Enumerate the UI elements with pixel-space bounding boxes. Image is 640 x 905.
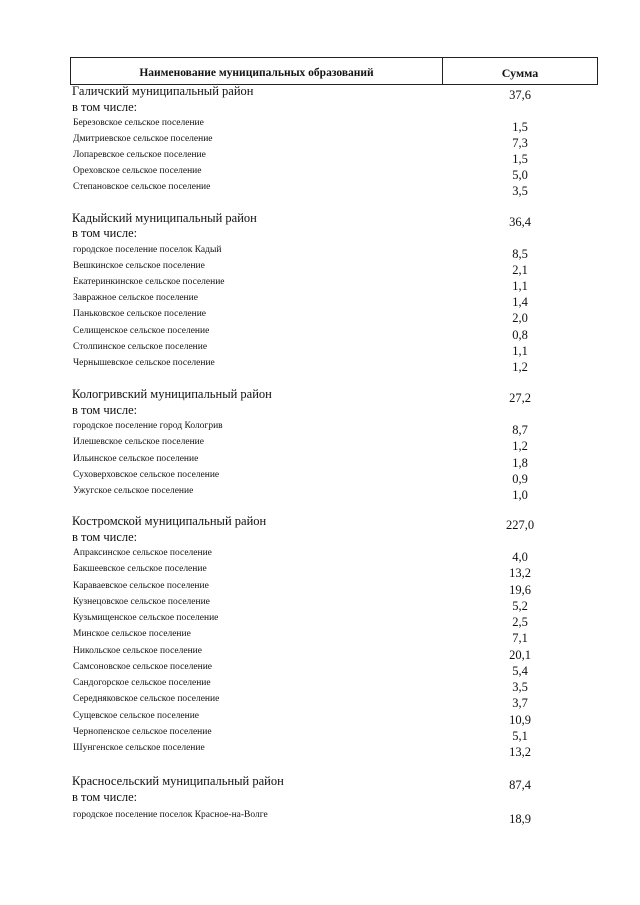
settlement-row bbox=[0, 810, 640, 826]
settlement-sum: 20,1 bbox=[509, 648, 531, 662]
settlement-name: Минское сельское поселение bbox=[73, 629, 191, 639]
settlement-sum: 13,2 bbox=[509, 566, 531, 580]
settlement-sum: 3,7 bbox=[512, 696, 528, 710]
settlement-sum: 3,5 bbox=[512, 680, 528, 694]
district-sum: 37,6 bbox=[509, 88, 531, 102]
district-row bbox=[0, 211, 640, 227]
including-label: в том числе: bbox=[72, 530, 138, 544]
including-row bbox=[0, 403, 640, 419]
settlement-row bbox=[0, 118, 640, 134]
settlement-name: Паньковское сельское поселение bbox=[73, 309, 207, 319]
settlement-name: Вешкинское сельское поселение bbox=[73, 261, 205, 271]
settlement-name: Чернышевское сельское поселение bbox=[73, 358, 215, 368]
including-label: в том числе: bbox=[72, 403, 138, 417]
settlement-name: Селищенское сельское поселение bbox=[73, 326, 210, 336]
district-sum: 227,0 bbox=[505, 518, 535, 532]
settlement-name: Шунгенское сельское поселение bbox=[73, 743, 205, 753]
settlement-sum: 13,2 bbox=[509, 745, 531, 759]
including-row bbox=[0, 790, 640, 806]
settlement-name: Кузьмищенское сельское поселение bbox=[73, 613, 219, 623]
settlement-row bbox=[0, 166, 640, 182]
settlement-name: Бакшеевское сельское поселение bbox=[73, 564, 207, 574]
settlement-name: Самсоновское сельское поселение bbox=[73, 662, 212, 672]
settlement-row bbox=[0, 277, 640, 293]
settlement-sum: 7,3 bbox=[512, 136, 528, 150]
settlement-sum: 1,2 bbox=[512, 439, 528, 453]
settlement-row bbox=[0, 293, 640, 309]
settlement-sum: 1,0 bbox=[512, 488, 528, 502]
settlement-sum: 2,5 bbox=[512, 615, 528, 629]
settlement-row bbox=[0, 694, 640, 710]
settlement-row bbox=[0, 711, 640, 727]
settlement-row bbox=[0, 421, 640, 437]
settlement-name: Березовское сельское поселение bbox=[73, 118, 204, 128]
settlement-sum: 2,0 bbox=[512, 311, 528, 325]
settlement-sum: 8,7 bbox=[512, 423, 528, 437]
settlement-row bbox=[0, 134, 640, 150]
settlement-row bbox=[0, 662, 640, 678]
settlement-row bbox=[0, 182, 640, 198]
settlement-sum: 1,5 bbox=[512, 120, 528, 134]
settlement-sum: 1,4 bbox=[512, 295, 528, 309]
settlement-row bbox=[0, 261, 640, 277]
settlement-sum: 1,8 bbox=[512, 456, 528, 470]
settlement-name: Ужугское сельское поселение bbox=[73, 486, 194, 496]
settlement-row bbox=[0, 437, 640, 453]
district-sum: 36,4 bbox=[509, 215, 531, 229]
settlement-row bbox=[0, 548, 640, 564]
settlement-name: Чернопенское сельское поселение bbox=[73, 727, 212, 737]
district-name: Костромской муниципальный район bbox=[72, 514, 267, 528]
district-name: Кологривский муниципальный район bbox=[72, 387, 272, 401]
settlement-sum: 0,8 bbox=[512, 328, 528, 342]
settlement-row bbox=[0, 454, 640, 470]
settlement-row bbox=[0, 358, 640, 374]
including-row bbox=[0, 226, 640, 242]
header-name-cell: Наименование муниципальных образований bbox=[71, 58, 443, 84]
settlement-sum: 8,5 bbox=[512, 247, 528, 261]
settlement-row bbox=[0, 727, 640, 743]
settlement-name: городское поселение поселок Красное-на-Волге bbox=[73, 810, 268, 820]
including-row bbox=[0, 530, 640, 546]
settlement-name: городское поселение город Кологрив bbox=[73, 421, 223, 431]
settlement-sum: 3,5 bbox=[512, 184, 528, 198]
settlement-sum: 0,9 bbox=[512, 472, 528, 486]
settlement-sum: 1,2 bbox=[512, 360, 528, 374]
district-sum: 87,4 bbox=[509, 778, 531, 792]
settlement-sum: 5,4 bbox=[512, 664, 528, 678]
settlement-row bbox=[0, 678, 640, 694]
settlement-row bbox=[0, 342, 640, 358]
settlement-sum: 10,9 bbox=[509, 713, 531, 727]
district-name: Галичский муниципальный район bbox=[72, 84, 254, 98]
settlement-sum: 5,2 bbox=[512, 599, 528, 613]
settlement-name: Кузнецовское сельское поселение bbox=[73, 597, 210, 607]
settlement-row bbox=[0, 597, 640, 613]
settlement-name: Сущевское сельское поселение bbox=[73, 711, 200, 721]
settlement-row bbox=[0, 564, 640, 580]
settlement-name: Никольское сельское поселение bbox=[73, 646, 202, 656]
settlement-row bbox=[0, 470, 640, 486]
settlement-name: Ореховское сельское поселение bbox=[73, 166, 202, 176]
settlement-name: Лопаревское сельское поселение bbox=[73, 150, 206, 160]
settlement-sum: 4,0 bbox=[512, 550, 528, 564]
settlement-row bbox=[0, 150, 640, 166]
settlement-sum: 5,0 bbox=[512, 168, 528, 182]
settlement-sum: 1,1 bbox=[512, 279, 528, 293]
header-sum-cell: Сумма bbox=[501, 65, 539, 80]
district-row bbox=[0, 387, 640, 403]
settlement-name: Середняковское сельское поселение bbox=[73, 694, 220, 704]
including-label: в том числе: bbox=[72, 226, 138, 240]
settlement-name: Степановское сельское поселение bbox=[73, 182, 211, 192]
including-label: в том числе: bbox=[72, 790, 138, 804]
district-row bbox=[0, 774, 640, 790]
settlement-row bbox=[0, 629, 640, 645]
settlement-sum: 19,6 bbox=[509, 583, 531, 597]
settlement-sum: 5,1 bbox=[512, 729, 528, 743]
settlement-name: Сандогорское сельское поселение bbox=[73, 678, 211, 688]
settlement-name: Екатеринкинское сельское поселение bbox=[73, 277, 225, 287]
district-name: Красносельский муниципальный район bbox=[72, 774, 284, 788]
including-row bbox=[0, 100, 640, 116]
settlement-name: Суховерховское сельское поселение bbox=[73, 470, 220, 480]
settlement-row bbox=[0, 743, 640, 759]
district-name: Кадыйский муниципальный район bbox=[72, 211, 257, 225]
settlement-sum: 1,1 bbox=[512, 344, 528, 358]
settlement-name: Столпинское сельское поселение bbox=[73, 342, 208, 352]
settlement-name: Караваевское сельское поселение bbox=[73, 581, 209, 591]
settlement-row bbox=[0, 613, 640, 629]
table-header bbox=[70, 57, 598, 85]
settlement-sum: 1,5 bbox=[512, 152, 528, 166]
settlement-row bbox=[0, 581, 640, 597]
settlement-row bbox=[0, 245, 640, 261]
settlement-name: Завражное сельское поселение bbox=[73, 293, 198, 303]
district-row bbox=[0, 84, 640, 100]
settlement-row bbox=[0, 646, 640, 662]
including-label: в том числе: bbox=[72, 100, 138, 114]
settlement-name: Дмитриевское сельское поселение bbox=[73, 134, 213, 144]
district-row bbox=[0, 514, 640, 530]
settlement-sum: 7,1 bbox=[512, 631, 528, 645]
settlement-name: городское поселение поселок Кадый bbox=[73, 245, 222, 255]
settlement-name: Апраксинское сельское поселение bbox=[73, 548, 212, 558]
settlement-row bbox=[0, 326, 640, 342]
settlement-name: Ильинское сельское поселение bbox=[73, 454, 199, 464]
settlement-sum: 18,9 bbox=[509, 812, 531, 826]
settlement-row bbox=[0, 486, 640, 502]
settlement-name: Илешевское сельское поселение bbox=[73, 437, 204, 447]
settlement-sum: 2,1 bbox=[512, 263, 528, 277]
district-sum: 27,2 bbox=[509, 391, 531, 405]
settlement-row bbox=[0, 309, 640, 325]
